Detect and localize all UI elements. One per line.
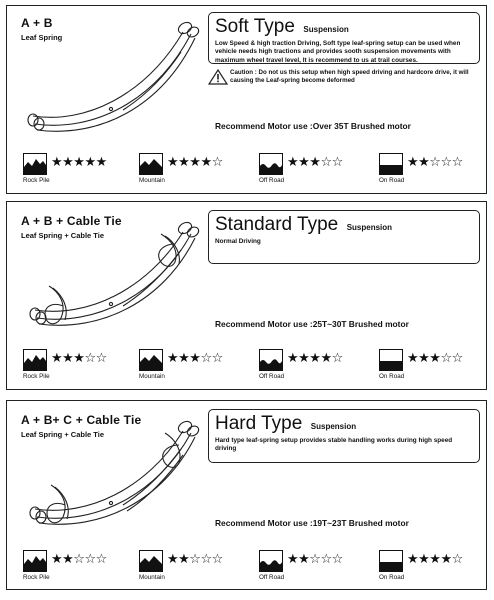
rating-rock-pile bbox=[11, 349, 127, 383]
combo-title: A + B+ C + Cable Tie bbox=[21, 413, 142, 427]
combo-title: A + B bbox=[21, 16, 53, 30]
panel-hard-type bbox=[6, 400, 487, 590]
terrain-ratings bbox=[7, 153, 488, 187]
rating-mountain bbox=[127, 153, 243, 187]
type-description-box bbox=[208, 12, 480, 64]
on-road-icon bbox=[379, 153, 403, 175]
terrain-label: On Road bbox=[379, 574, 405, 581]
rating-on-road bbox=[367, 153, 483, 187]
terrain-label: On Road bbox=[379, 177, 405, 184]
type-description: Normal Driving bbox=[215, 238, 261, 245]
rating-mountain bbox=[127, 550, 243, 584]
on-road-icon bbox=[379, 550, 403, 572]
type-word: Suspension bbox=[310, 422, 357, 431]
rating-on-road bbox=[367, 550, 483, 584]
terrain-label: Mountain bbox=[139, 373, 165, 380]
star-rating: ★★★☆☆ bbox=[167, 351, 223, 366]
off-road-icon bbox=[259, 550, 283, 572]
mountain-icon bbox=[139, 153, 163, 175]
caution-text: Caution : Do not us this setup when high speed driving and hardcore drive, it will causing the Leaf-spring become deformed bbox=[230, 69, 469, 84]
rating-off-road bbox=[247, 153, 363, 187]
combo-subtitle: Leaf Spring + Cable Tie bbox=[21, 231, 105, 240]
recommended-motor: Recommend Motor use :19T~23T Brushed motor bbox=[215, 518, 409, 528]
off-road-icon bbox=[259, 153, 283, 175]
type-description-box bbox=[208, 409, 480, 463]
leaf-spring-illustration bbox=[15, 413, 205, 533]
star-rating: ★★★☆☆ bbox=[287, 155, 343, 170]
star-rating: ★★★★★ bbox=[51, 155, 107, 170]
star-rating: ★★☆☆☆ bbox=[287, 552, 343, 567]
panel-standard-type bbox=[6, 201, 487, 390]
terrain-label: Off Road bbox=[259, 373, 285, 380]
recommended-motor: Recommend Motor use :Over 35T Brushed motor bbox=[215, 121, 411, 131]
caution-note bbox=[208, 69, 486, 85]
combo-title: A + B + Cable Tie bbox=[21, 214, 122, 228]
rating-off-road bbox=[247, 349, 363, 383]
terrain-ratings bbox=[7, 550, 488, 584]
rating-rock-pile bbox=[11, 153, 127, 187]
on-road-icon bbox=[379, 349, 403, 371]
rating-on-road bbox=[367, 349, 483, 383]
type-name: Hard Type bbox=[215, 413, 303, 434]
terrain-label: On Road bbox=[379, 373, 405, 380]
terrain-label: Mountain bbox=[139, 574, 165, 581]
mountain-icon bbox=[139, 349, 163, 371]
star-rating: ★★★★☆ bbox=[287, 351, 343, 366]
type-word: Suspension bbox=[303, 25, 349, 34]
type-word: Suspension bbox=[346, 223, 393, 232]
terrain-ratings bbox=[7, 349, 488, 383]
rock-pile-icon bbox=[23, 153, 47, 175]
combo-subtitle: Leaf Spring + Cable Tie bbox=[21, 430, 105, 439]
type-name: Soft Type bbox=[215, 16, 295, 37]
star-rating: ★★★★☆ bbox=[407, 552, 463, 567]
rating-rock-pile bbox=[11, 550, 127, 584]
star-rating: ★★☆☆☆ bbox=[167, 552, 223, 567]
type-description: Low Speed & high traction Driving, Soft type leaf-spring setup can be used when vehicle needs high tractions and provides sooth suspension movements with maximum wheel travel level, It is recommend to us at trail courses. bbox=[215, 40, 461, 64]
combo-subtitle: Leaf Spring bbox=[21, 33, 63, 42]
star-rating: ★★★☆☆ bbox=[51, 351, 107, 366]
rating-off-road bbox=[247, 550, 363, 584]
type-description: Hard type leaf-spring setup provides stable handling works during high speed driving bbox=[215, 437, 453, 453]
rock-pile-icon bbox=[23, 550, 47, 572]
terrain-label: Rock Pile bbox=[23, 574, 50, 581]
terrain-label: Off Road bbox=[259, 574, 285, 581]
off-road-icon bbox=[259, 349, 283, 371]
type-name: Standard Type bbox=[215, 214, 339, 235]
type-description-box bbox=[208, 210, 480, 264]
terrain-label: Mountain bbox=[139, 177, 165, 184]
rock-pile-icon bbox=[23, 349, 47, 371]
star-rating: ★★☆☆☆ bbox=[51, 552, 107, 567]
leaf-spring-illustration bbox=[15, 214, 205, 334]
rating-mountain bbox=[127, 349, 243, 383]
terrain-label: Off Road bbox=[259, 177, 285, 184]
star-rating: ★★★★☆ bbox=[167, 155, 223, 170]
terrain-label: Rock Pile bbox=[23, 373, 50, 380]
star-rating: ★★★☆☆ bbox=[407, 351, 463, 366]
leaf-spring-illustration bbox=[15, 16, 205, 136]
star-rating: ★★☆☆☆ bbox=[407, 155, 463, 170]
panel-soft-type bbox=[6, 5, 487, 194]
mountain-icon bbox=[139, 550, 163, 572]
warning-icon bbox=[208, 69, 228, 88]
recommended-motor: Recommend Motor use :25T~30T Brushed motor bbox=[215, 319, 409, 329]
terrain-label: Rock Pile bbox=[23, 177, 50, 184]
